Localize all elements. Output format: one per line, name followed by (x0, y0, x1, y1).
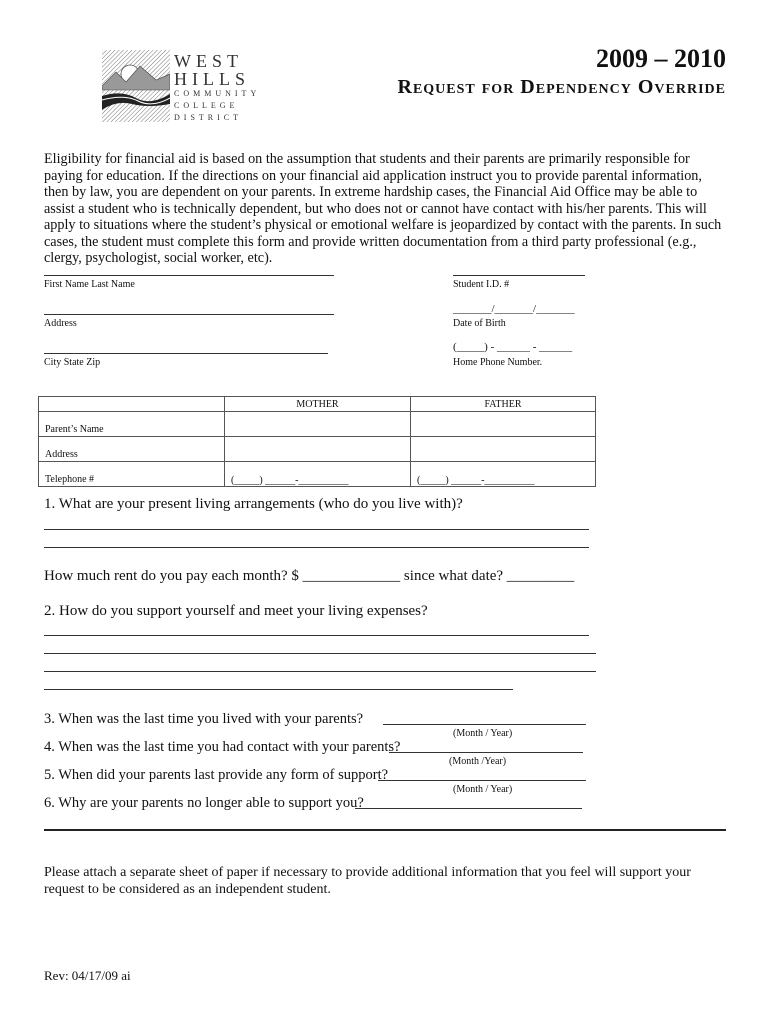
parents-telephone-label: Telephone # (39, 462, 225, 487)
question-5: 5. When did your parents last provide any form of support? (44, 767, 389, 783)
question-6: 6. Why are your parents no longer able to support you? (44, 795, 364, 811)
mother-address-cell[interactable] (225, 437, 411, 462)
attachment-note: Please attach a separate sheet of paper if necessary to provide additional information that you feel will support your request to be considered as an independent student. (44, 865, 691, 897)
name-label: First Name Last Name (44, 279, 135, 290)
logo-district: DISTRICT (174, 113, 242, 122)
student-id-label: Student I.D. # (453, 279, 510, 290)
answer-1-line-2[interactable] (44, 547, 589, 548)
answer-1-line-1[interactable] (44, 529, 589, 530)
parents-address-label: Address (39, 437, 225, 462)
dob-label: Date of Birth (453, 318, 506, 329)
father-telephone-template: (_____) ______-__________ (417, 475, 535, 486)
father-column-header: FATHER (411, 397, 596, 412)
section-divider (44, 829, 726, 831)
mother-telephone-template: (_____) ______-__________ (231, 475, 349, 486)
district-logo (102, 50, 170, 122)
address-field-line[interactable] (44, 314, 334, 315)
logo-college: COLLEGE (174, 101, 239, 110)
answer-3-line[interactable] (383, 724, 586, 725)
answer-6-line[interactable] (355, 808, 582, 809)
form-year: 2009 – 2010 (596, 44, 726, 73)
mother-telephone-cell[interactable] (225, 462, 411, 487)
father-name-cell[interactable] (411, 412, 596, 437)
father-telephone-cell[interactable] (411, 462, 596, 487)
father-address-cell[interactable] (411, 437, 596, 462)
logo-community: COMMUNITY (174, 89, 261, 98)
rent-question: How much rent do you pay each month? $ _____________ since what date? _________ (44, 568, 575, 584)
name-field-line[interactable] (44, 275, 334, 276)
intro-paragraph: Eligibility for financial aid is based on the assumption that students and their parents are primarily responsible for paying for education. If the directions on your financial aid application instruct you to provide parental information, then by law, you are dependent on your parents. In extreme hardship cases, the Financial Aid Office may be able to assist a student who is technically dependent, but who does not or cannot have contact with his/her parents. This will apply to situations where the student’s physical or emotional welfare is jeopardized by contact with the parents. In such cases, the student must complete this form and provide written documentation from a third party professional (e.g., clergy, psychologist, social worker, etc). (44, 151, 722, 266)
question-5-hint: (Month / Year) (453, 784, 513, 795)
student-id-field-line[interactable] (453, 275, 585, 276)
answer-2-line-2[interactable] (44, 653, 596, 654)
answer-5-line[interactable] (378, 780, 586, 781)
city-field-line[interactable] (44, 353, 328, 354)
table-row (39, 437, 596, 462)
answer-2-line-3[interactable] (44, 671, 596, 672)
question-3: 3. When was the last time you lived with your parents? (44, 711, 364, 727)
question-3-hint: (Month / Year) (453, 728, 513, 739)
logo-west: WEST (174, 51, 243, 71)
answer-4-line[interactable] (389, 752, 583, 753)
answer-2-line-1[interactable] (44, 635, 589, 636)
address-label: Address (44, 318, 77, 329)
dob-field[interactable]: _______/_______/_______ (453, 303, 575, 315)
home-phone-label: Home Phone Number. (453, 357, 543, 368)
table-row (39, 462, 596, 487)
mother-name-cell[interactable] (225, 412, 411, 437)
city-label: City State Zip (44, 357, 101, 368)
form-title: Request for Dependency Override (397, 76, 726, 98)
table-row (39, 412, 596, 437)
home-phone-field[interactable]: (_____) - ______ - ______ (453, 341, 573, 353)
answer-2-line-4[interactable] (44, 689, 513, 690)
logo-hills: HILLS (174, 69, 250, 89)
question-4-hint: (Month /Year) (449, 756, 507, 767)
logo-wordmark (174, 52, 260, 124)
parents-info-table (38, 396, 596, 487)
table-header-empty (39, 397, 225, 412)
table-header-row (39, 397, 596, 412)
question-2: 2. How do you support yourself and meet your living expenses? (44, 603, 428, 619)
logo-mountain-graphic (102, 50, 170, 122)
question-1: 1. What are your present living arrangements (who do you live with)? (44, 496, 463, 512)
question-4: 4. When was the last time you had contact with your parents? (44, 739, 401, 755)
mother-column-header: MOTHER (225, 397, 411, 412)
parents-name-label: Parent’s Name (39, 412, 225, 437)
revision-label: Rev: 04/17/09 ai (44, 968, 131, 983)
